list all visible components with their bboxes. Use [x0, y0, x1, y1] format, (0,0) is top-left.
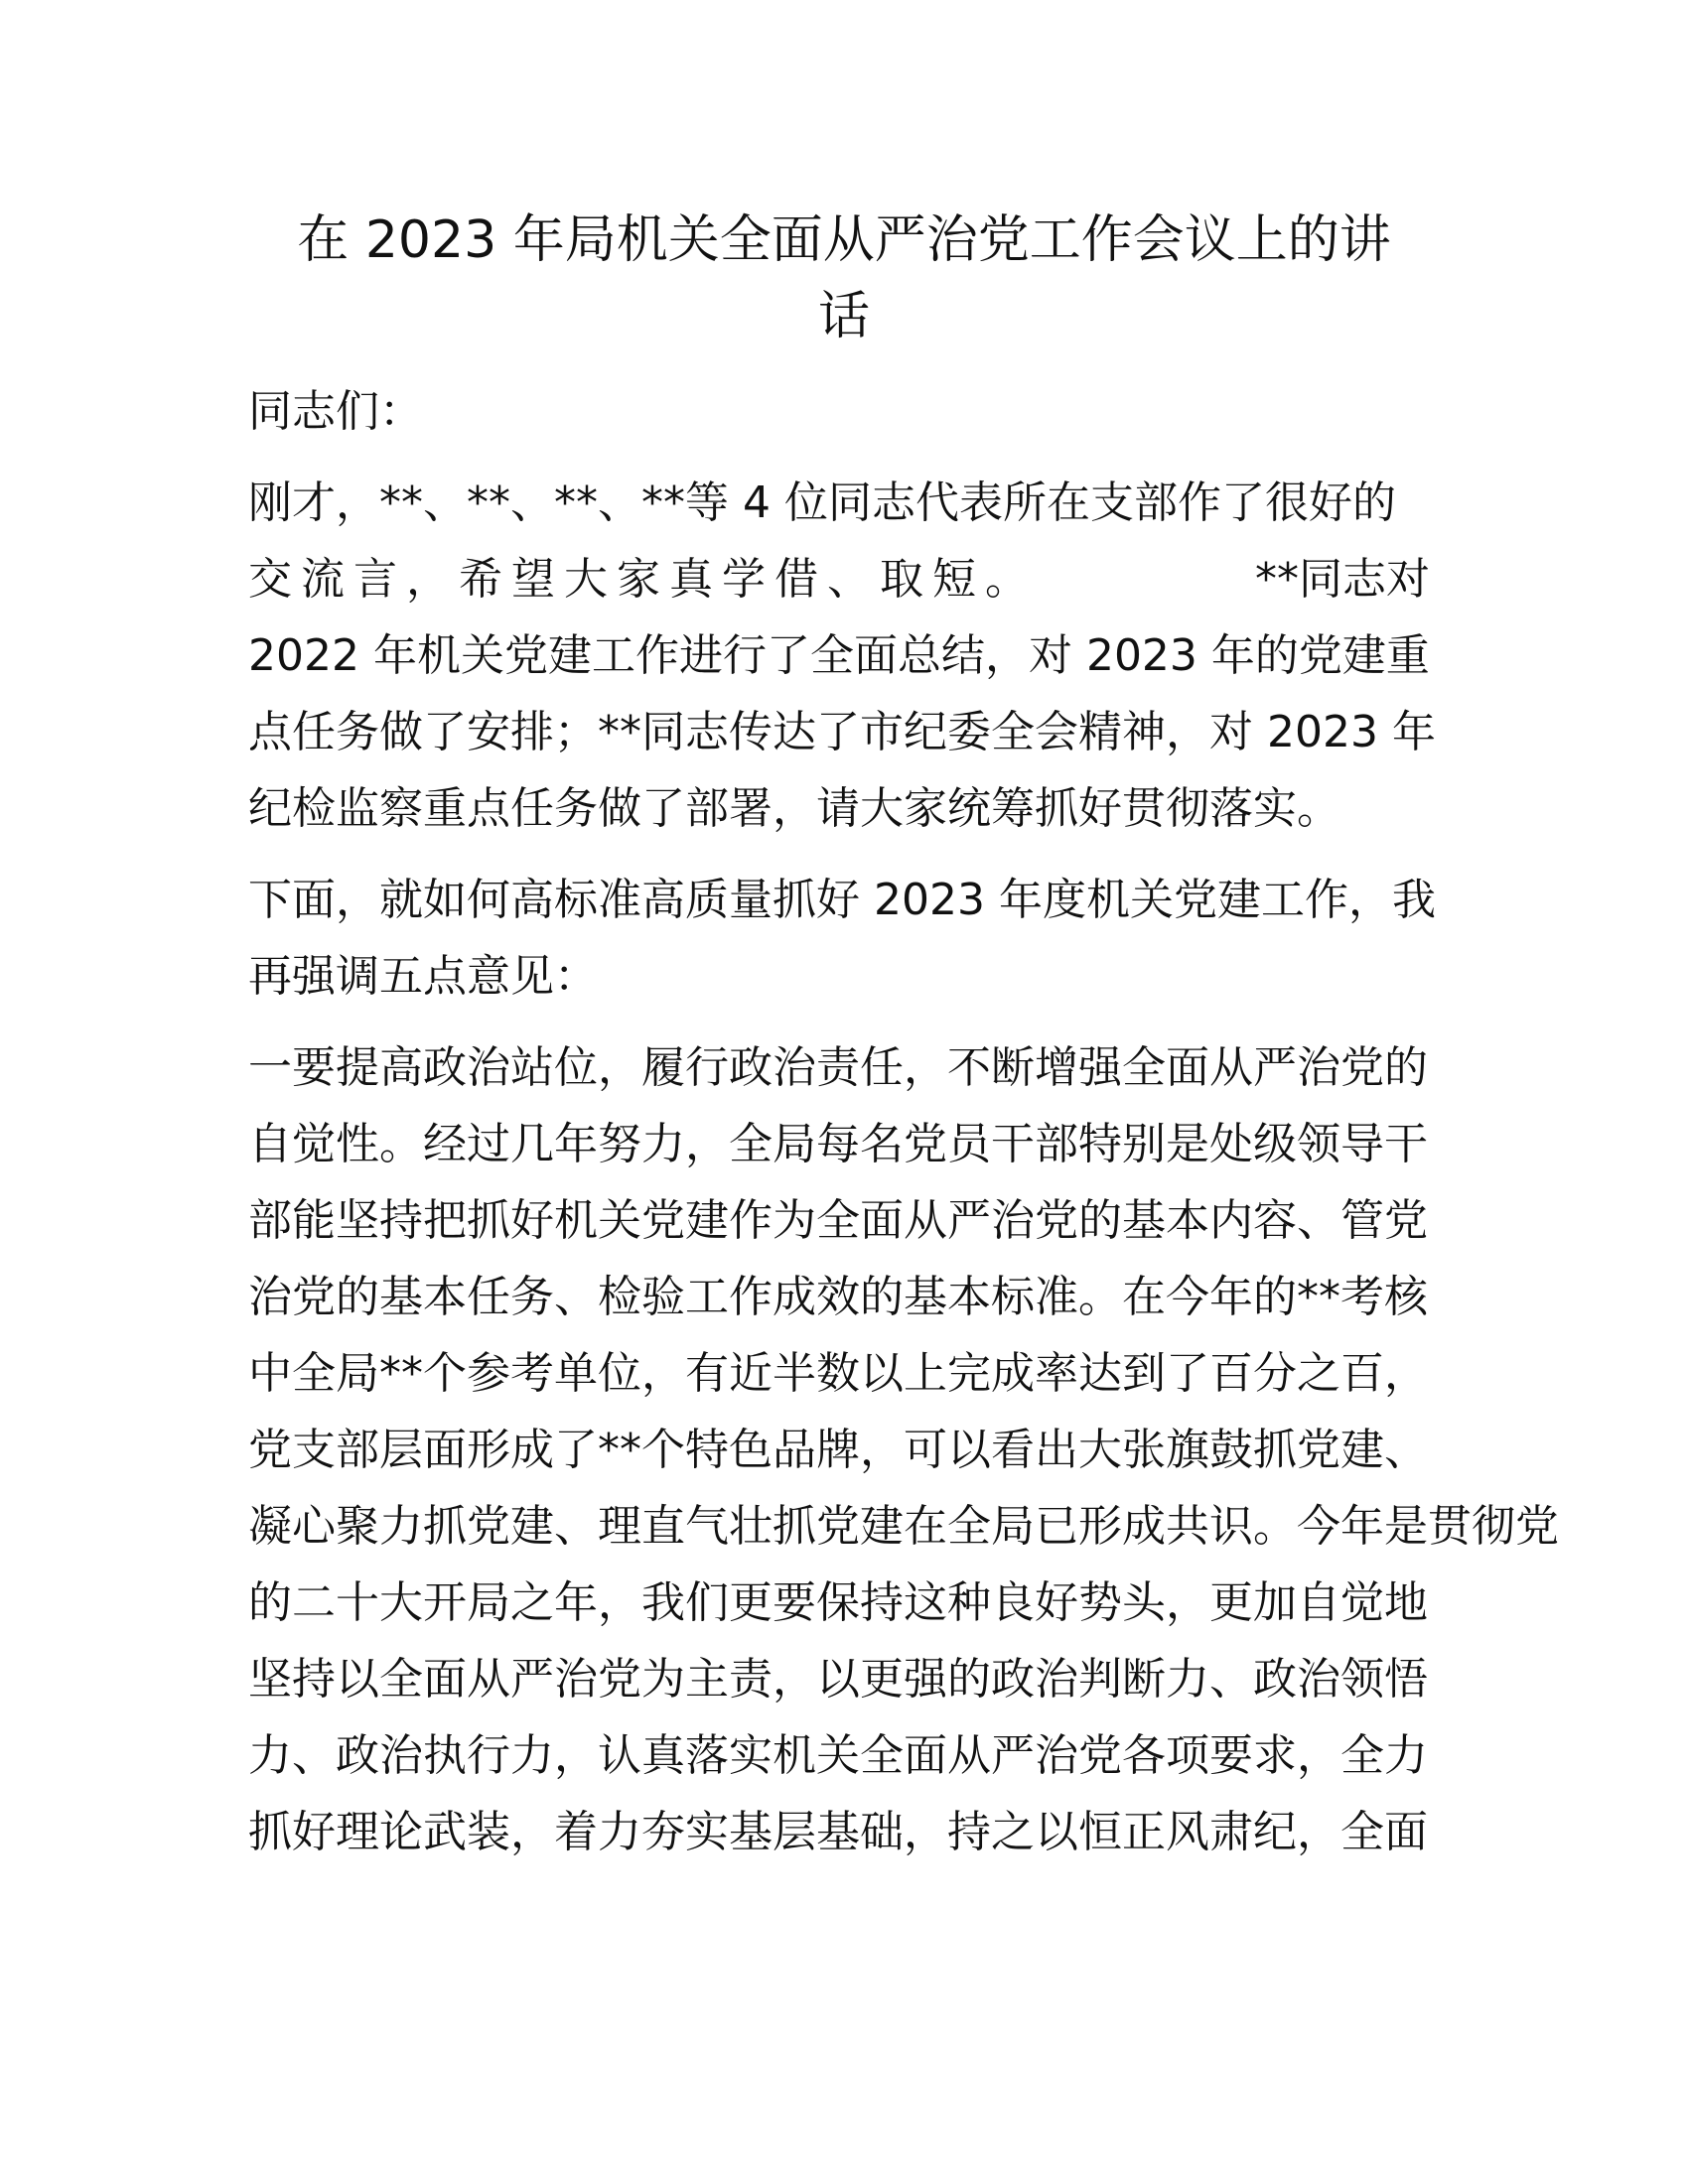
- paragraph-line: 治党的基本任务、检验工作成效的基本标准。在今年的**考核: [248, 1272, 1428, 1322]
- paragraph-line: 坚持以全面从严治党为主责，以更强的政治判断力、政治领悟: [248, 1654, 1428, 1705]
- paragraph-line: 中全局**个参考单位，有近半数以上完成率达到了百分之百，: [248, 1348, 1428, 1399]
- paragraph-3: [248, 1029, 1559, 1870]
- document-body: [248, 373, 1559, 1885]
- paragraph-line: 力、政治执行力，认真落实机关全面从严治党各项要求，全力: [248, 1730, 1428, 1781]
- paragraph-line: 刚才，**、**、**、**等 4 位同志代表所在支部作了很好的: [248, 478, 1396, 528]
- paragraph-line: 部能坚持把抓好机关党建作为全面从严治党的基本内容、管党: [248, 1195, 1428, 1246]
- paragraph-line: 党支部层面形成了**个特色品牌，可以看出大张旗鼓抓党建、: [248, 1425, 1428, 1475]
- salutation: 同志们：: [248, 386, 423, 437]
- paragraph-2: [248, 862, 1436, 1015]
- paragraph-line: 的二十大开局之年，我们更要保持这种良好势头，更加自觉地: [248, 1577, 1428, 1628]
- paragraph-line-right: **同志对: [1255, 554, 1430, 605]
- paragraph-line: 再强调五点意见：: [248, 951, 598, 1002]
- paragraph-line: 下面，就如何高标准高质量抓好 2023 年度机关党建工作，我: [248, 875, 1436, 925]
- salutation-paragraph: [248, 373, 1430, 450]
- paragraph-line-left: 交流言，希望大家真学借、取短。: [248, 554, 1038, 605]
- paragraph-line: 抓好理论武装，着力夯实基层基础，持之以恒正风肃纪，全面: [248, 1807, 1428, 1857]
- document-title-line-1: 在 2023 年局机关全面从严治党工作会议上的讲: [297, 210, 1391, 270]
- paragraph-line: 自觉性。经过几年努力，全局每名党员干部特别是处级领导干: [248, 1119, 1428, 1169]
- document-title-line-2: 话: [817, 287, 870, 346]
- paragraph-line: 一要提高政治站位，履行政治责任，不断增强全面从严治党的: [248, 1042, 1428, 1093]
- paragraph-line: 凝心聚力抓党建、理直气壮抓党建在全局已形成共识。今年是贯彻党: [248, 1501, 1559, 1552]
- paragraph-line: 点任务做了安排；**同志传达了市纪委全会精神，对 2023 年: [248, 707, 1436, 757]
- paragraph-1: [248, 465, 1436, 847]
- paragraph-line: 纪检监察重点任务做了部署，请大家统筹抓好贯彻落实。: [248, 783, 1340, 834]
- paragraph-line: [248, 541, 1430, 617]
- paragraph-line: 2022 年机关党建工作进行了全面总结，对 2023 年的党建重: [248, 630, 1430, 681]
